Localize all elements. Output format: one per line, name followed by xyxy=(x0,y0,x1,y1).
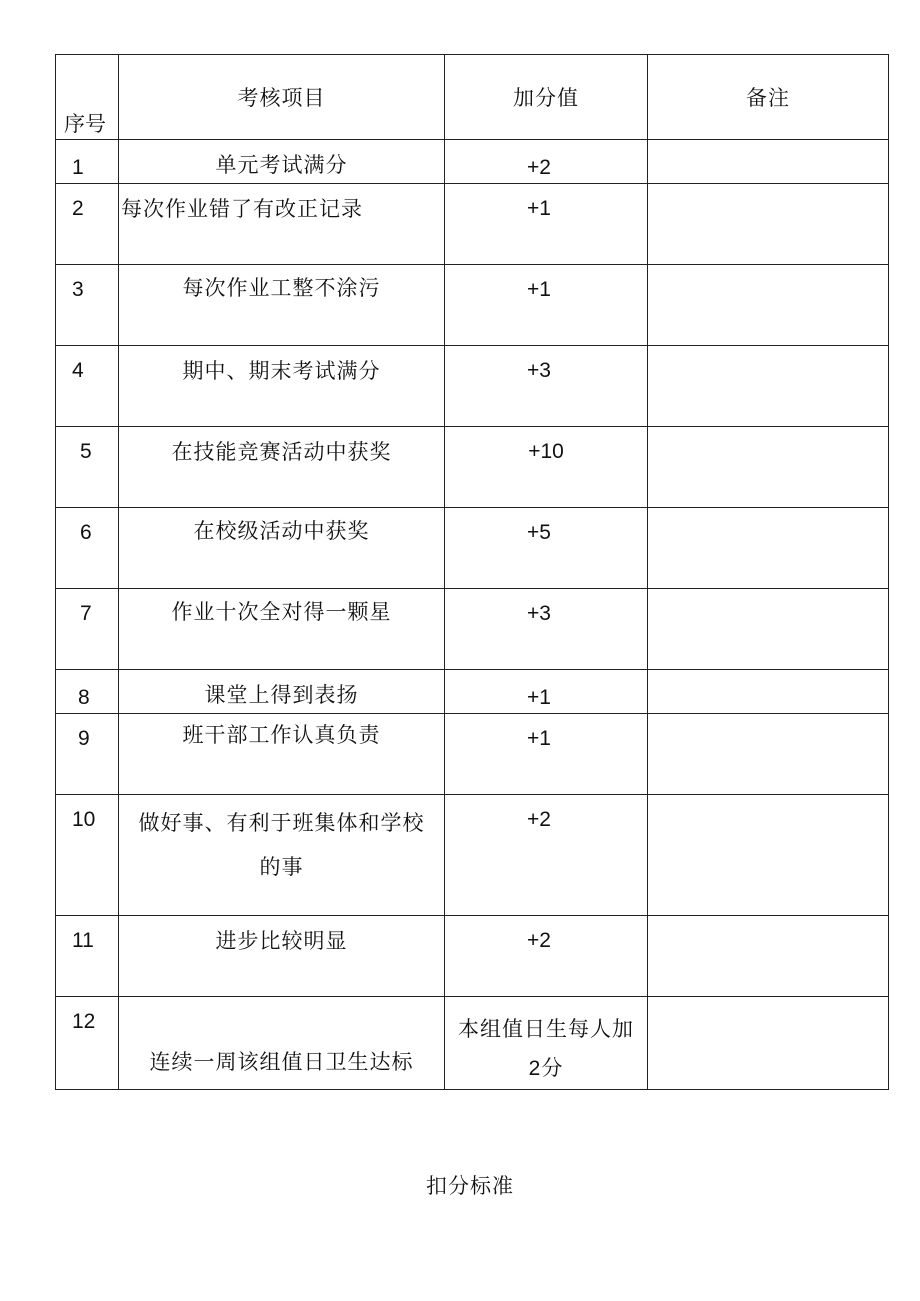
row-item: 课堂上得到表扬 xyxy=(119,670,445,714)
header-item: 考核项目 xyxy=(119,55,445,140)
row-item: 单元考试满分 xyxy=(119,140,445,184)
row-note xyxy=(648,265,889,346)
row-value: +3 xyxy=(445,346,648,427)
score-table xyxy=(55,54,889,1090)
row-note xyxy=(648,916,889,997)
row-note xyxy=(648,997,889,1090)
row-item: 连续一周该组值日卫生达标 xyxy=(119,997,445,1090)
row-value: +5 xyxy=(445,508,648,589)
header-no: 序号 xyxy=(56,55,119,140)
header-value: 加分值 xyxy=(445,55,648,140)
table-row xyxy=(56,795,889,916)
table-row xyxy=(56,714,889,795)
deduction-standard-title: 扣分标准 xyxy=(426,1174,514,1198)
row-note xyxy=(648,589,889,670)
row-value: +1 xyxy=(445,265,648,346)
row-no: 3 xyxy=(56,265,119,346)
row-value: +3 xyxy=(445,589,648,670)
row-note xyxy=(648,795,889,916)
row-value: +2 xyxy=(445,916,648,997)
row-no: 1 xyxy=(56,140,119,184)
row-value: +2 xyxy=(445,795,648,916)
row-item: 每次作业工整不涂污 xyxy=(119,265,445,346)
row-no: 2 xyxy=(56,184,119,265)
table-row xyxy=(56,508,889,589)
row-note xyxy=(648,508,889,589)
row-no: 7 xyxy=(56,589,119,670)
row-note xyxy=(648,184,889,265)
row-note xyxy=(648,140,889,184)
row-item: 每次作业错了有改正记录 xyxy=(119,184,445,265)
table-row xyxy=(56,589,889,670)
table-row xyxy=(56,140,889,184)
table-row xyxy=(56,184,889,265)
table-row xyxy=(56,997,889,1090)
row-note xyxy=(648,670,889,714)
row-note xyxy=(648,346,889,427)
row-value: 本组值日生每人加 2分 xyxy=(445,997,648,1090)
table-row xyxy=(56,265,889,346)
row-no: 4 xyxy=(56,346,119,427)
row-value: +1 xyxy=(445,184,648,265)
row-no: 12 xyxy=(56,997,119,1090)
table-row xyxy=(56,346,889,427)
row-no: 10 xyxy=(56,795,119,916)
row-item: 作业十次全对得一颗星 xyxy=(119,589,445,670)
row-item: 做好事、有利于班集体和学校 的事 xyxy=(119,795,445,916)
header-note: 备注 xyxy=(648,55,889,140)
row-note xyxy=(648,714,889,795)
row-item: 期中、期末考试满分 xyxy=(119,346,445,427)
row-item: 在技能竞赛活动中获奖 xyxy=(119,427,445,508)
row-note xyxy=(648,427,889,508)
row-item: 在校级活动中获奖 xyxy=(119,508,445,589)
table-row xyxy=(56,670,889,714)
row-no: 5 xyxy=(56,427,119,508)
table-row xyxy=(56,427,889,508)
row-no: 11 xyxy=(56,916,119,997)
row-value: +1 xyxy=(445,714,648,795)
table-header-row xyxy=(56,55,889,140)
row-value: +2 xyxy=(445,140,648,184)
row-value: +10 xyxy=(445,427,648,508)
row-item: 进步比较明显 xyxy=(119,916,445,997)
row-no: 6 xyxy=(56,508,119,589)
row-value: +1 xyxy=(445,670,648,714)
table-row xyxy=(56,916,889,997)
row-no: 9 xyxy=(56,714,119,795)
row-no: 8 xyxy=(56,670,119,714)
row-item: 班干部工作认真负责 xyxy=(119,714,445,795)
